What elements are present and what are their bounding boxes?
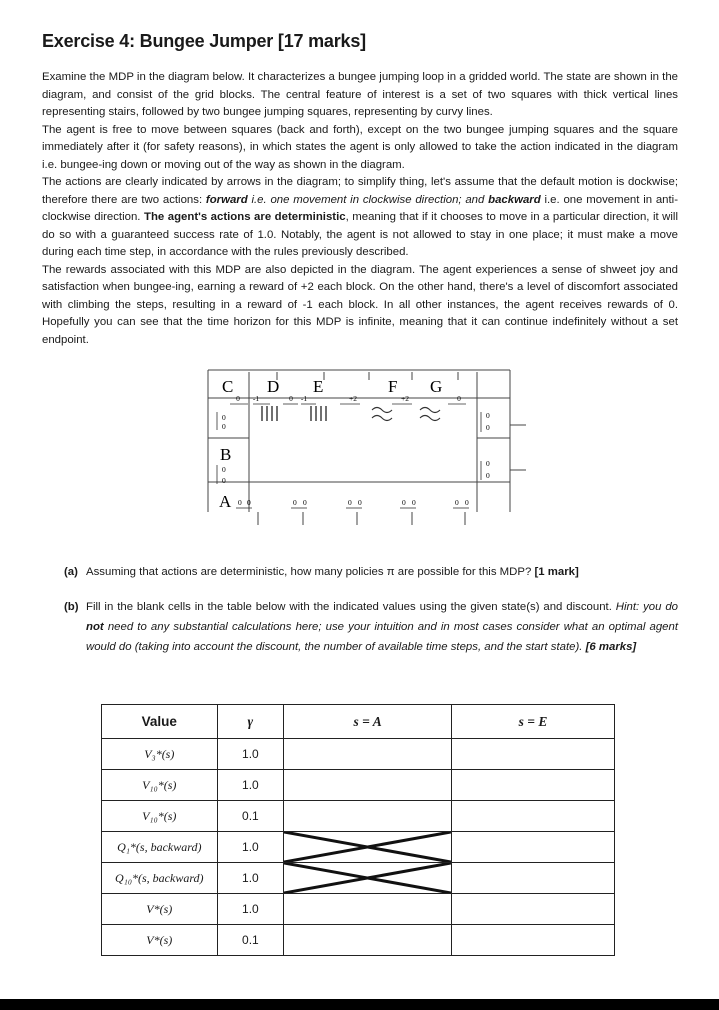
p3-part-a: The actions are clearly indicated by arrows in the diagram; to simplify thing, let's assume that the default motion is dockwise; therefore there are two actions: [42,176,678,206]
bottom-reward-4b: 0 [412,498,416,507]
p3-part-b: i.e. one movement in clockwise direction; and [247,193,489,206]
state-G: G [430,377,443,396]
row-value-label: V₁₀*(s) [102,770,218,801]
forward-term: forward [205,193,248,206]
row-value-label: V*(s) [102,925,218,956]
header-value: Value [102,705,218,739]
cell-e-blank[interactable] [452,832,615,863]
side-reward-right-up: 0 [486,411,490,420]
row-value-label: Q₁*(s, backward) [102,832,218,863]
bottom-reward-5a: 0 [455,498,459,507]
reward-bungee-2: +2 [401,394,409,403]
cell-a-crossed [284,863,452,894]
deterministic-note: The agent's actions are deterministic [143,211,346,223]
question-b-label: (b) [64,601,79,613]
cell-e-blank[interactable] [452,801,615,832]
cell-a-crossed [284,832,452,863]
p3-part-c: i.e. one movement in anti-clockwise direction. [42,193,678,223]
bottom-reward-3b: 0 [358,498,362,507]
cross-out-mark [284,832,451,862]
header-state-a: s = A [284,705,452,739]
bottom-border-bar [0,999,719,1010]
table-row [102,801,615,832]
bottom-reward-2b: 0 [303,498,307,507]
reward-bungee-1: +2 [349,394,357,403]
hint-part-b: need to any substantial calculations here; use your intuition and in most cases consider what an optimal agent would do (taking into account the discount, the number of available time steps, and the start state). [86,621,678,653]
bottom-reward-4a: 0 [402,498,406,507]
row-value-label: V₁₀*(s) [102,801,218,832]
intro-paragraph-3 [42,174,678,262]
values-table [101,704,615,956]
cell-e-blank[interactable] [452,739,615,770]
table-row [102,832,615,863]
bottom-reward-1a: 0 [238,498,242,507]
reward-c-d: 0 [236,394,240,403]
table-row [102,863,615,894]
cell-e-blank[interactable] [452,863,615,894]
state-F: F [388,377,398,396]
row-gamma: 1.0 [217,894,284,925]
cell-a-blank[interactable] [284,801,452,832]
cell-e-blank[interactable] [452,770,615,801]
side-reward-right2-down: 0 [486,471,490,480]
row-gamma: 1.0 [217,739,284,770]
intro-text [42,69,678,349]
state-C: C [222,377,234,396]
intro-paragraph-1: Examine the MDP in the diagram below. It characterizes a bungee jumping loop in a gridded world. The state are shown in the diagram, and consist of the grid blocks. The central feature of interest is a set of two squares with thick vertical lines representing stairs, followed by two bungee jumping squares, representing by curvy lines. [42,71,678,118]
question-b-marks: [6 marks] [585,641,637,653]
cell-a-blank[interactable] [284,770,452,801]
state-D: D [267,377,280,396]
cell-a-blank[interactable] [284,894,452,925]
cross-out-mark [284,863,451,893]
hint-label: Hint: [615,601,640,613]
header-gamma: γ [217,705,284,739]
row-value-label: Q₁₀*(s, backward) [102,863,218,894]
row-gamma: 1.0 [217,832,284,863]
table-header-row [102,705,615,739]
hint-not: not [86,621,104,633]
backward-term: backward [488,193,541,206]
table-row [102,770,615,801]
question-a-label: (a) [64,566,78,578]
reward-e-stair: -1 [300,394,308,403]
state-A: A [219,492,232,511]
row-value-label: V*(s) [102,894,218,925]
cell-a-blank[interactable] [284,925,452,956]
intro-paragraph-2: The agent is free to move between squares (back and forth), except on the two bungee jumping squares and the square immediately after it (for safety reasons), in which states the agent is only allowed to take the action indicated in the diagram i.e. bungee-ing down or moving out of the way as shown in the diagram. [42,123,678,171]
question-a-text: Assuming that actions are deterministic, how many policies π are possible for this MDP? [86,566,535,578]
side-reward-c-b-up: 0 [222,413,226,422]
hint-part-a: you do [639,601,678,613]
row-gamma: 0.1 [217,925,284,956]
side-reward-b-a-down: 0 [222,476,226,485]
state-B: B [220,445,232,464]
p3-part-d: , meaning that if it chooses to move in a particular direction, it will do so with a guaranteed success rate of 1.0. Notably, the agent is not allowed to stay in one place; it must make a move during each time step, in accordance with the rules previously described. [42,211,678,258]
side-reward-right2-up: 0 [486,459,490,468]
question-b-text: Fill in the blank cells in the table below with the indicated values using the given state(s) and discount. [86,601,616,613]
table-row [102,739,615,770]
question-a [64,562,684,582]
question-b [64,597,678,653]
bottom-reward-3a: 0 [348,498,352,507]
row-gamma: 0.1 [217,801,284,832]
side-reward-c-b-down: 0 [222,422,226,431]
table-row [102,894,615,925]
reward-d-e: 0 [289,394,293,403]
row-value-label: V₃*(s) [102,739,218,770]
side-reward-right-down: 0 [486,423,490,432]
exercise-title: Exercise 4: Bungee Jumper [17 marks] [42,31,366,51]
bottom-reward-2a: 0 [293,498,297,507]
bottom-reward-5b: 0 [465,498,469,507]
reward-g-corner: 0 [457,394,461,403]
question-b-body [86,597,678,657]
state-E: E [313,377,324,396]
cell-a-blank[interactable] [284,739,452,770]
cell-e-blank[interactable] [452,894,615,925]
header-state-e: s = E [452,705,615,739]
bottom-reward-1b: 0 [247,498,251,507]
row-gamma: 1.0 [217,770,284,801]
side-reward-b-a-up: 0 [222,465,226,474]
question-a-marks: [1 mark] [534,566,579,578]
reward-d-stair: -1 [252,394,260,403]
row-gamma: 1.0 [217,863,284,894]
intro-paragraph-4: The rewards associated with this MDP are also depicted in the diagram. The agent experiences a sense of shweet joy and satisfaction when bungee-ing, earning a reward of +2 each block. On the other hand, there's a level of discomfort associated with climbing the steps, resulting in a reward of -1 each block. In all other instances, the agent receives rewards of 0. Hopefully you can see that the time horizon for this MDP is infinite, meaning that it can continue indefinitely without a set endpoint. [42,263,678,346]
cell-e-blank[interactable] [452,925,615,956]
table-row [102,925,615,956]
